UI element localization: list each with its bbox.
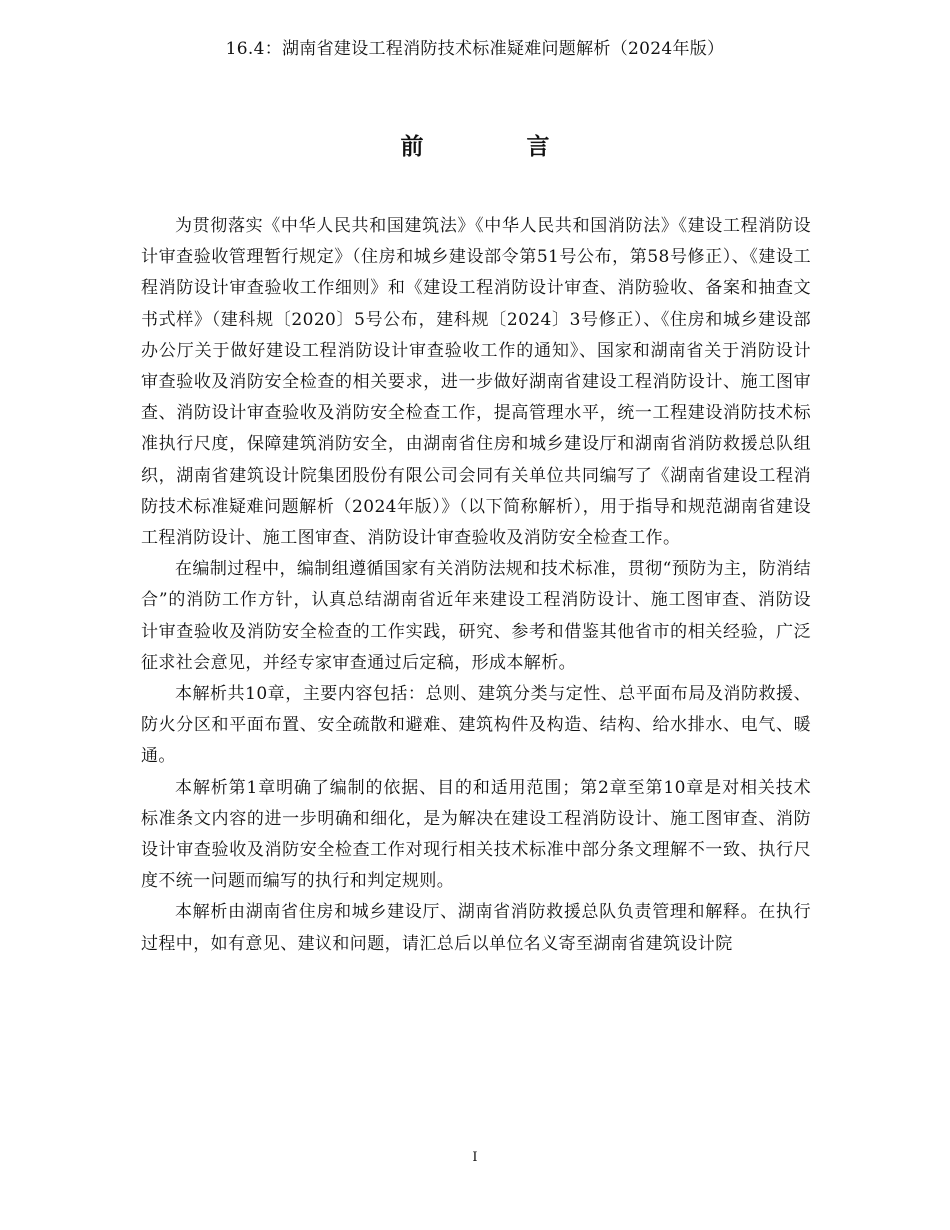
page-number: I (472, 1150, 478, 1165)
paragraph: 在编制过程中，编制组遵循国家有关消防法规和技术标准，贯彻“预防为主，防消结合”的消防工作方针，认真总结湖南省近年来建设工程消防设计、施工图审查、消防设计审查验收及消防安全检查的工作实践，研究、参考和借鉴其他省市的相关经验，广泛征求社会意见，并经专家审查通过后定稿，形成本解析。 (141, 559, 811, 673)
page-title: 前 言 (400, 133, 590, 160)
paragraph: 本解析第1章明确了编制的依据、目的和适用范围；第2章至第10章是对相关技术标准条文内容的进一步明确和细化，是为解决在建设工程消防设计、施工图审查、消防设计审查验收及消防安全检查工作对现行相关技术标准中部分条文理解不一致、执行尺度不统一问题而编写的执行和判定规则。 (141, 777, 811, 892)
document-body (141, 211, 811, 960)
running-header: 16.4：湖南省建设工程消防技术标准疑难问题解析（2024年版） (225, 39, 725, 59)
paragraph: 为贯彻落实《中华人民共和国建筑法》《中华人民共和国消防法》《建设工程消防设计审查验收管理暂行规定》（住房和城乡建设部令第51号公布，第58号修正）、《建设工程消防设计审查验收工作细则》和《建设工程消防设计审查、消防验收、备案和抽查文书式样》（建科规〔2020〕5号公布，建科规〔2024〕3号修正）、《住房和城乡建设部办公厅关于做好建设工程消防设计审查验收工作的通知》、国家和湖南省关于消防设计审查验收及消防安全检查的相关要求，进一步做好湖南省建设工程消防设计、施工图审查、消防设计审查验收及消防安全检查工作，提高管理水平，统一工程建设消防技术标准执行尺度，保障建筑消防安全，由湖南省住房和城乡建设厅和湖南省消防救援总队组织，湖南省建筑设计院集团股份有限公司会同有关单位共同编写了《湖南省建设工程消防技术标准疑难问题解析（2024年版）》（以下简称解析），用于指导和规范湖南省建设工程消防设计、施工图审查、消防设计审查验收及消防安全检查工作。 (141, 216, 811, 549)
paragraph: 本解析共10章，主要内容包括：总则、建筑分类与定性、总平面布局及消防救援、防火分区和平面布置、安全疏散和避难、建筑构件及构造、结构、给水排水、电气、暖通。 (141, 684, 811, 767)
paragraph: 本解析由湖南省住房和城乡建设厅、湖南省消防救援总队负责管理和解释。在执行过程中，如有意见、建议和问题，请汇总后以单位名义寄至湖南省建筑设计院 (141, 902, 811, 954)
